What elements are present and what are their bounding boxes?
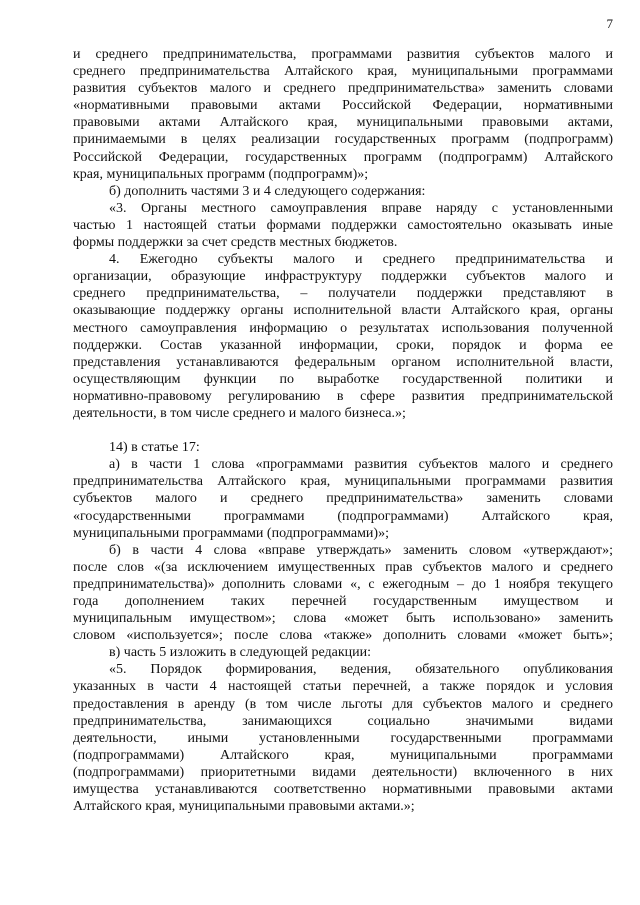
text-line: принимаемыми в целях реализации государственных программ (подпрограмм) [73,132,613,148]
text-line: б) дополнить частями 3 и 4 следующего содержания: [109,183,426,199]
text-line: поддержки. Состав указанной информации, сроки, порядок и форма ее [73,337,613,353]
text-line: среднего предпринимательства, – получатели поддержки представляют в [73,286,613,302]
text-line: деятельности, иными установленными государственными программами [73,730,613,746]
text-line: года дополнением таких перечней государственным имуществом и [73,594,613,609]
text-line: оказывающие поддержку органы исполнительной власти Алтайского края, органы [73,303,613,319]
paragraph-gap [73,422,613,439]
text-line: организации, образующие инфраструктуру поддержки субъектов малого и [73,269,613,285]
text-line: местного самоуправления информацию о результатах использования полученной [73,320,613,336]
text-line: нормативно-правовому регулированию в сфере развития предпринимательской [73,388,613,404]
text-line: муниципальными программами (подпрограммами)»; [73,525,389,541]
text-line: среднего предпринимательства Алтайского края, муниципальными программами [73,64,613,80]
text-line: б) в части 4 слова «вправе утверждать» заменить словом «утверждают»; [109,542,613,558]
text-line: 14) в статье 17: [109,440,200,456]
text-line: (подпрограммами) приоритетными видами деятельности) включенного в них [73,764,613,780]
text-line: деятельности, в том числе среднего и малого бизнеса.»; [73,405,406,421]
text-line: имущества устанавливаются соответственно нормативными правовыми актами [73,782,613,798]
text-line: и среднего предпринимательства, программами развития субъектов малого и [73,47,613,62]
text-line: (подпрограммами) Алтайского края, муниципальными программами [73,747,613,763]
text-line: муниципальным имуществом»; слова «может быть использовано» заменить [73,611,613,627]
text-line: в) часть 5 изложить в следующей редакции: [109,645,372,661]
text-line: 4. Ежегодно субъекты малого и среднего предпринимательства и [109,252,613,268]
text-line: развития субъектов малого и среднего предпринимательства» заменить словами [73,81,613,97]
text-line: осуществляющим функции по выработке государственной политики и [73,371,613,387]
text-line: края, муниципальных программ (подпрограмм)»; [73,166,369,182]
text-line: «нормативными правовыми актами Российской Федерации, нормативными [73,98,613,114]
text-line: частью 1 настоящей статьи формами поддержки самостоятельно оказывать иные [73,217,613,233]
document-body [73,46,613,815]
text-line: представления устанавливаются федеральным органом исполнительной власти, [73,354,613,370]
text-line: Алтайского края, муниципальными правовыми актами.»; [73,799,415,815]
text-line: предоставления в аренду (в том числе льготы для субъектов малого и среднего [73,696,613,712]
text-line: «5. Порядок формирования, ведения, обязательного опубликования [109,662,613,678]
text-line: предпринимательства)» дополнить словами «, с ежегодным – до 1 ноября текущего [73,576,613,592]
text-line: «3. Органы местного самоуправления вправе наряду с установленными [109,200,613,216]
text-line: а) в части 1 слова «программами развития субъектов малого и среднего [109,457,613,473]
page-number: 7 [606,16,613,31]
text-line: формы поддержки за счет средств местных бюджетов. [73,235,398,251]
text-line: предпринимательства, занимающихся социально значимыми видами [73,713,613,729]
text-line: предпринимательства Алтайского края, муниципальными программами развития [73,474,613,490]
text-line: после слов «(за исключением имущественных прав субъектов малого и среднего [73,559,613,575]
text-line: «государственными программами (подпрограммами) Алтайского края, [73,508,613,524]
text-line: словом «используется»; после слова «также» дополнить словами «может быть»; [73,628,613,644]
text-line: субъектов малого и среднего предпринимательства» заменить словами [73,491,613,507]
text-line: указанных в части 4 настоящей статьи перечней, а также порядок и условия [73,679,613,695]
text-line: правовыми актами Алтайского края, муниципальными правовыми актами, [73,115,613,131]
text-line: Российской Федерации, государственных программ (подпрограмм) Алтайского [73,149,613,165]
